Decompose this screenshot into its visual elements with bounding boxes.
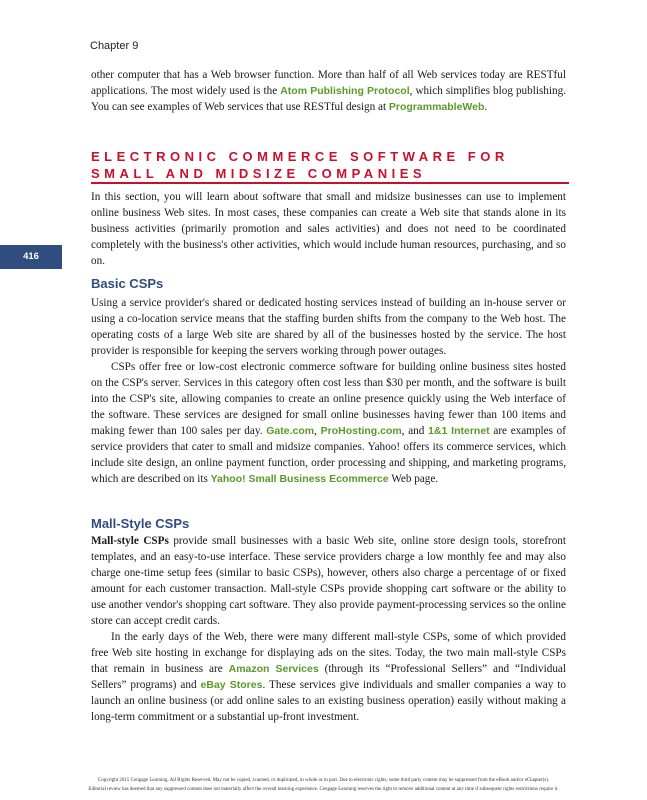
gate-com-link[interactable]: Gate.com	[266, 425, 315, 437]
ebay-stores-link[interactable]: eBay Stores	[200, 679, 263, 691]
mall-csps-p2-text-b: (through its “Professional Sellers” and “Individual Sellers” programs) and	[91, 663, 566, 691]
atom-publishing-protocol-link[interactable]: Atom Publishing Protocol	[280, 85, 410, 97]
intro-paragraph	[91, 67, 566, 115]
mall-csps-paragraph-2	[91, 629, 566, 725]
mall-csps-p2-text-a: In the early days of the Web, there were many different mall-style CSPs, some of which provided free Web site hosting in exchange for displaying ads on the sites. Today, the two main mall-style CSPs that remain in business are	[91, 631, 566, 675]
basic-csps-sep-1: ,	[314, 425, 321, 437]
copyright-footer-line-2: Editorial review has deemed that any suppressed content does not materially affect the overall learning experience. Cengage Learning reserves the right to remove additional content at any time if subsequent rights restrictions require it.	[88, 787, 559, 792]
mall-style-csps-body	[91, 533, 566, 725]
section-paragraph-text: In this section, you will learn about software that small and midsize businesses can use to implement online business Web sites. In most cases, these companies can create a Web site that stands alone in its business activities (primarily promotion and sales activities) and does not need to be coordinated completely with the business's other activities, which would include human resources, purchasing, and so on.	[91, 191, 566, 267]
section-heading: ELECTRONIC COMMERCE SOFTWARE FOR SMALL AND MIDSIZE COMPANIES	[91, 149, 509, 181]
intro-text-3: .	[484, 101, 488, 113]
intro-text-1: other computer that has a Web browser function. More than half of all Web services today are RESTful applications. The most widely used is the	[91, 69, 566, 97]
programmableweb-link[interactable]: ProgrammableWeb	[388, 101, 485, 113]
yahoo-small-business-link[interactable]: Yahoo! Small Business Ecommerce	[210, 473, 389, 485]
basic-csps-sep-2: , and	[401, 425, 429, 437]
basic-csps-paragraph-1: Using a service provider's shared or dedicated hosting services instead of building an in-house server or using a co-location service means that the staffing burden shifts from the company to the Web host. The operating costs of a large Web site are shared by all of the businesses hosted by the service. The host provider is responsible for keeping the servers working through power outages.	[91, 297, 566, 357]
chapter-label: Chapter 9	[90, 40, 139, 52]
mall-style-csps-heading: Mall-Style CSPs	[91, 516, 190, 531]
basic-csps-p2-text-a: CSPs offer free or low-cost electronic commerce software for building online business sites hosted on the CSP's server. Services in this category often cost less than $30 per month, and the software is built into the CSP's site, allowing companies to create an online presence quickly using the Web interface of the software. These services are designed for small online businesses having fewer than 100 items and making fewer than 100 sales per day.	[91, 361, 566, 437]
basic-csps-paragraph-2	[91, 359, 566, 487]
basic-csps-body	[91, 295, 566, 487]
amazon-services-link[interactable]: Amazon Services	[228, 663, 319, 675]
page-number-tab: 416	[0, 245, 62, 269]
intro-text-2: , which simplifies blog publishing. You can see examples of Web services that use RESTful design at	[91, 85, 566, 113]
mall-csps-p1-text: provide small businesses with a basic Web site, online store design tools, storefront templates, and an easy-to-use interface. These service providers charge a low monthly fee and may also charge one-time setup fees (similar to basic CSPs), however, others also charge a percentage of or fixed amount for each customer transaction. Mall-style CSPs provide shopping cart software or the ability to use another vendor's shopping cart software. They also provide payment-processing services so the online store can accept credit cards.	[91, 535, 566, 627]
mall-csps-paragraph-1	[91, 533, 566, 629]
basic-csps-heading: Basic CSPs	[91, 276, 164, 291]
prohosting-link[interactable]: ProHosting.com	[320, 425, 402, 437]
section-intro-paragraph	[91, 189, 566, 269]
basic-csps-p2-text-b: are examples of service providers that cater to small and midsize companies. Yahoo! offers its commerce services, which include site design, an online payment function, order processing and shipping, and marketing programs, which are described on its	[91, 425, 566, 485]
basic-csps-p2-text-c: Web page.	[388, 473, 439, 485]
1and1-internet-link[interactable]: 1&1 Internet	[428, 425, 490, 437]
copyright-footer-line-1: Copyright 2015 Cengage Learning. All Rights Reserved. May not be copied, scanned, or duplicated, in whole or in part. Due to electronic rights, some third party content may be suppressed from the eBook and/or eChapter(s).	[97, 778, 550, 783]
section-heading-rule	[91, 182, 569, 184]
mall-csps-p2-text-c: . These services give individuals and smaller companies a way to launch an online business (or add online sales to an existing business operation) easily without making a long-term commitment or a substantial up-front investment.	[91, 679, 566, 723]
mall-style-csps-term: Mall-style CSPs	[91, 535, 169, 547]
